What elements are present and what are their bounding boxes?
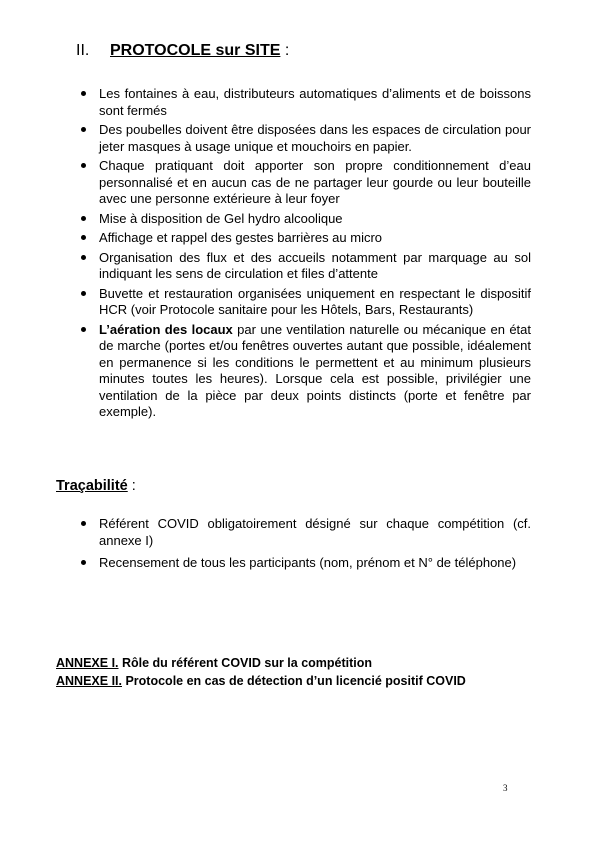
page-number: 3 (503, 783, 508, 793)
bullet-icon (81, 91, 86, 96)
list-item (79, 211, 531, 228)
list-item-text: Buvette et restauration organisées uniquement en respectant le dispositif HCR (voir Protocole sanitaire pour les Hôtels, Bars, Restaurants) (99, 285, 531, 317)
bullet-icon (81, 291, 86, 296)
tracabilite-title: Traçabilité (56, 478, 128, 494)
bullet-icon (81, 521, 86, 526)
list-item-text: Les fontaines à eau, distributeurs automatiques d’aliments et de boissons sont fermés (99, 86, 531, 118)
bullet-icon (81, 255, 86, 260)
section-number: II. (76, 42, 90, 59)
list-item (79, 230, 531, 247)
section-title-suffix: : (280, 42, 290, 59)
list-item (79, 250, 531, 283)
list-item-text: par une ventilation naturelle ou mécanique en état de marche (portes et/ou fenêtres ouvertes autant que possible, idéalement en permanence si les conditions le permettent et au minimum plusieurs minutes toutes les heures). Lorsque cela est possible, privilégier une ventilation de la pièce par deux points distincts (porte et fenêtre par exemple). (99, 321, 531, 419)
bullet-icon (81, 127, 86, 132)
annex-text: Rôle du référent COVID sur la compétition (118, 656, 373, 670)
list-item-text: Affichage et rappel des gestes barrières au micro (99, 230, 383, 245)
list-item (79, 86, 531, 119)
list-item-lead: L’aération des locaux (99, 321, 233, 337)
annex-list (56, 654, 556, 690)
list-item-text: Chaque pratiquant doit apporter son propre conditionnement d’eau personnalisé et en aucun cas de ne partager leur gourde ou leur bouteille avec une personne extérieure à leur foyer (99, 158, 531, 206)
annex-text: Protocole en cas de détection d’un licencié positif COVID (122, 674, 466, 688)
list-item (79, 158, 531, 208)
tracabilite-list (79, 516, 531, 578)
tracabilite-suffix: : (127, 478, 136, 494)
list-item-text: Recensement de tous les participants (nom, prénom et N° de téléphone) (99, 555, 517, 570)
list-item-text: Référent COVID obligatoirement désigné sur chaque compétition (cf. annexe I) (99, 516, 531, 548)
protocole-list (79, 86, 531, 424)
section-heading (76, 42, 289, 60)
list-item (79, 286, 531, 319)
tracabilite-heading (56, 478, 136, 494)
list-item (79, 122, 531, 155)
list-item (79, 555, 531, 572)
list-item-text: Des poubelles doivent être disposées dans les espaces de circulation pour jeter masques à usage unique et mouchoirs en papier. (99, 122, 531, 154)
bullet-icon (81, 216, 86, 221)
annex-label: ANNEXE II. (56, 674, 122, 688)
annex-line (56, 654, 556, 672)
bullet-icon (81, 327, 86, 332)
bullet-icon (81, 163, 86, 168)
list-item (79, 516, 531, 549)
annex-label: ANNEXE I. (56, 656, 119, 670)
list-item (79, 322, 531, 421)
annex-line (56, 672, 556, 690)
bullet-icon (81, 235, 86, 240)
bullet-icon (81, 560, 86, 565)
section-title: PROTOCOLE sur SITE (110, 42, 281, 59)
list-item-text: Organisation des flux et des accueils notamment par marquage au sol indiquant les sens de circulation et files d’attente (99, 249, 531, 281)
list-item-text: Mise à disposition de Gel hydro alcoolique (99, 210, 343, 226)
